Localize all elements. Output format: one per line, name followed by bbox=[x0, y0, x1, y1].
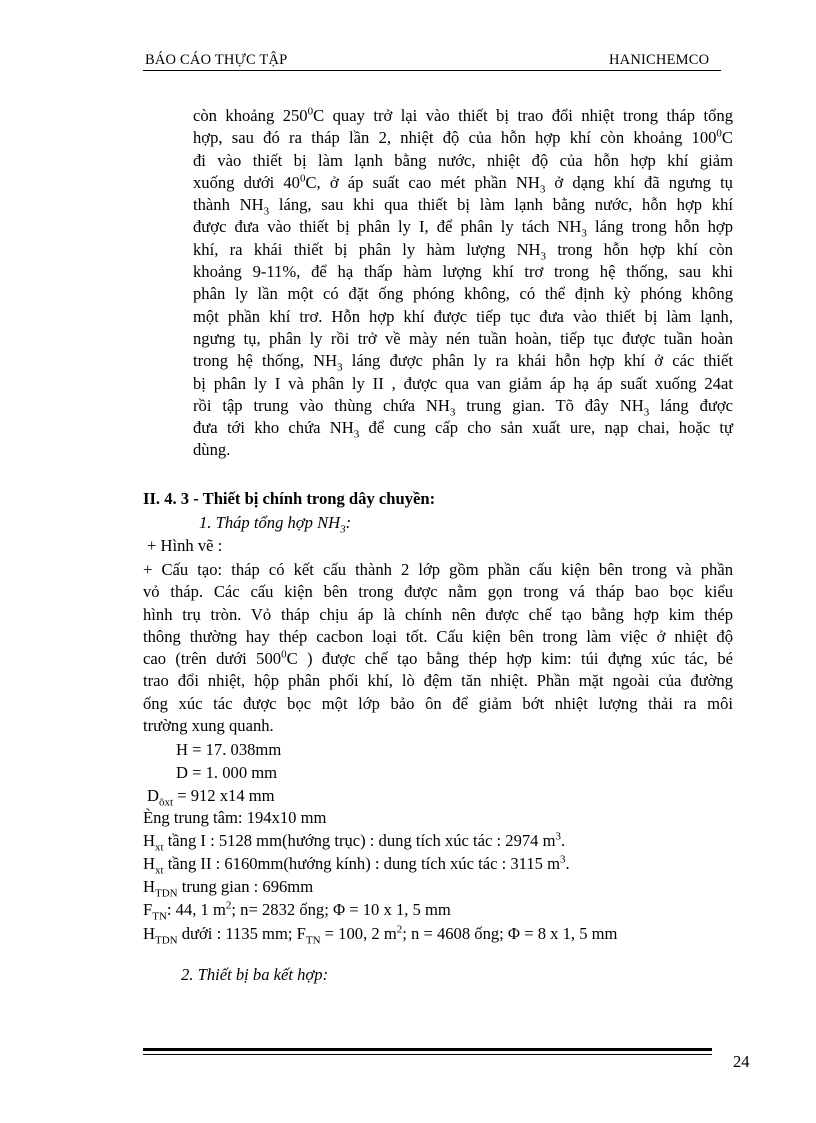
text-line: dùng. bbox=[193, 440, 231, 460]
text-line: ống xúc tác được bọc một lớp bảo ôn để giảm bớt nhiệt lượng thải ra môi bbox=[143, 693, 733, 713]
spec-inner-diameter: $D_{ôxt} = 912$ x14 mm bbox=[147, 786, 275, 809]
text-line: bị phân ly I và phân ly II , được qua van giảm áp hạ áp suất xuống 24at bbox=[193, 373, 733, 393]
text-line: trong hệ thống, $NH_3$ láng được phân ly ra khái hỗn hợp khí ở các thiết bbox=[193, 351, 733, 374]
spec-middle-exchanger: $H_{TDN}$ trung gian : 696mm bbox=[143, 877, 314, 900]
header-right-company: HANICHEMCO bbox=[609, 52, 710, 68]
text-line: rồi tập trung vào thùng chứa $NH_3$ trung gian. Tõ đây $NH_3$ láng được bbox=[193, 395, 734, 419]
paragraph-structure bbox=[143, 559, 733, 737]
text-line: trường xung quanh. bbox=[143, 716, 274, 736]
text-line: phân ly lần một có đặt ống phóng không, có thể định kỳ phóng không bbox=[193, 284, 733, 304]
header-left-title: BÁO CÁO THỰC TẬP bbox=[145, 52, 288, 68]
text-line: cao (trên dưới $500^0C$ ) được chế tạo bằng thép hợp kim: túi đựng xúc tác, bé bbox=[143, 648, 733, 669]
text-line: xuống dưới $40^0C$, ở áp suất cao mét phần $NH_3$ ở dạng khí đã ngưng tụ bbox=[193, 172, 733, 196]
text-line: vỏ tháp. Các cấu kiện bên trong được nằm gọn trong vá tháp bao bọc kiểu bbox=[143, 582, 733, 602]
footer-rule-thick bbox=[143, 1048, 712, 1051]
text-line: một phần khí trơ. Hỗn hợp khí được tiếp tục đưa vào thiết bị làm lạnh, bbox=[193, 306, 733, 326]
text-line: + Cấu tạo: tháp có kết cấu thành 2 lớp gồm phần cấu kiện bên trong và phần bbox=[143, 560, 733, 579]
text-line: hợp, sau đó ra tháp lần 2, nhiệt độ của hỗn hợp khí còn khoảng $100^0C$ bbox=[193, 127, 733, 148]
text-line: trao đổi nhiệt, hộp phân phối khí, lò đệm tăn nhiệt. Phần mặt ngoài của đường bbox=[143, 671, 733, 691]
paragraph-process-description bbox=[193, 105, 733, 462]
page-number: 24 bbox=[733, 1052, 750, 1071]
spec-lower-exchanger: $H_{TDN}$ dưới : 1135 mm; $F_{TN} = 100$, 2 $m^2$; n = 4608 ống; Φ = 8 x 1, 5 mm bbox=[143, 923, 618, 947]
spec-height: H = 17. 038mm bbox=[176, 740, 282, 759]
text-line: khí, ra khái thiết bị phân ly hàm lượng $NH_3$ trong hỗn hợp khí còn bbox=[193, 239, 733, 263]
text-line: khoảng 9-11%, để hạ thấp hàm lượng khí trơ trong hệ thống, sau khi bbox=[193, 262, 733, 282]
spec-layer-1: $H_{xt}$ tầng I : 5128 mm(hướng trục) : dung tích xúc tác : 2974 $m^3$. bbox=[143, 830, 566, 854]
text-line: đi vào thiết bị làm lạnh bằng nước, nhiệt độ của hỗn hợp khí giảm bbox=[193, 150, 733, 170]
text-line: hình trụ tròn. Vỏ tháp chịu áp là chính nên được chế tạo bằng hợp kim thép bbox=[143, 604, 733, 624]
text-line: đưa tới kho chứa $NH_3$ để cung cấp cho sản xuất ure, nạp chai, hoặc tự bbox=[193, 418, 734, 441]
section-heading: II. 4. 3 - Thiết bị chính trong dây chuyền: bbox=[143, 489, 436, 508]
spec-center-tube: Èng trung tâm: 194x10 mm bbox=[143, 808, 327, 827]
spec-layer-2: $H_{xt}$ tầng II : 6160mm(hướng kính) : dung tích xúc tác : 3115 $m^3$. bbox=[143, 853, 570, 877]
spec-exchange-area: $F_{TN}$: 44, 1 $m^2$; n= 2832 ống; Φ = 10 x 1, 5 mm bbox=[143, 899, 451, 923]
spec-diameter: D = 1. 000 mm bbox=[176, 763, 278, 782]
text-line: thông thường hay thép cacbon loại tốt. Cấu kiện bên trong làm việc ở nhiệt độ bbox=[143, 626, 733, 646]
footer-rule-thin bbox=[143, 1054, 712, 1055]
text-line: ngưng tụ, phân ly rồi trở về mày nén tuần hoàn, tiếp tục được tuần hoàn bbox=[193, 328, 733, 348]
text-line: được đưa vào thiết bị phân ly I, để phân ly tách $NH_3$ láng trong hỗn hợp bbox=[193, 217, 733, 240]
subsection-title-combined-unit: 2. Thiết bị ba kết hợp: bbox=[181, 965, 329, 984]
text-line: thành $NH_3$ láng, sau khi qua thiết bị làm lạnh bằng nước, hỗn hợp khí bbox=[193, 195, 733, 218]
page-header bbox=[143, 52, 721, 71]
text-line: còn khoảng $250^0C$ quay trở lại vào thiết bị trao đổi nhiệt trong tháp tổng bbox=[193, 105, 733, 125]
subsection-title-synthesis-tower: 1. Tháp tổng hợp $NH_3$: bbox=[199, 513, 352, 536]
figure-label: + Hình vẽ : bbox=[147, 536, 223, 555]
